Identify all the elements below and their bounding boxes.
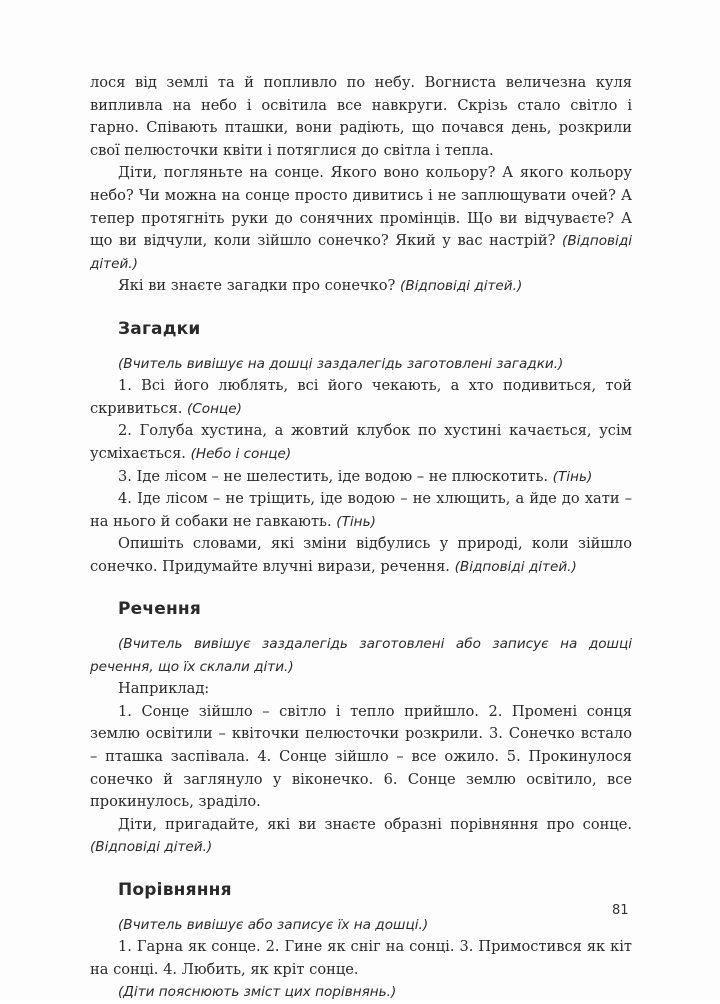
paragraph [90,162,632,275]
answer-note: (Відповіді дітей.) [454,558,577,575]
riddle-text: 3. Іде лісом – не шелестить, іде водою – не плюскотить. [118,467,553,485]
riddle-answer: (Тінь) [336,513,376,530]
riddle-text: 4. Іде лісом – не тріщить, іде водою – не хлющить, а йде до хати – на нього й собаки не гавкають. [90,490,632,530]
paragraph [90,72,632,162]
examples-paragraph [90,701,632,814]
riddle-item [90,466,632,489]
instruction [90,981,632,1004]
example-label-text: Наприклад: [118,680,210,698]
section-heading-riddles: Загадки [118,318,201,339]
paragraph [90,533,632,578]
instruction-text: (Вчитель вивішує заздалегідь заготовлені або записує на дошці речення, що їх склали діти.) [90,636,632,675]
paragraph-text: Опишіть словами, які зміни відбулись у природі, коли зійшло сонечко. Придумайте влучні вирази, речення. [90,535,632,575]
riddle-answer: (Небо і сонце) [190,445,292,462]
riddle-item [90,420,632,465]
example-label [90,678,632,701]
paragraph [90,814,632,859]
comparisons-paragraph [90,936,632,981]
answer-note: (Відповіді дітей.) [400,278,523,295]
paragraph-text: Які ви знаєте загадки про сонечко? [118,277,401,295]
instruction-text: (Вчитель вивішує або записує їх на дошці.) [118,916,429,933]
instruction [90,633,632,678]
instruction [90,353,632,376]
answer-note: (Відповіді дітей.) [90,839,213,856]
section-heading-sentences: Речення [118,599,201,620]
riddle-answer: (Тінь) [552,468,593,485]
paragraph-text: лося від землі та й попливло по небу. Вогниста величезна куля випливла на небо і освітила все навкруги. Скрізь стало світло і гарно. Співають пташки, вони радіють, що почався день, розкрили свої пелюсточки квіти і потяглися до світла і тепла. [90,74,632,159]
riddle-item [90,488,632,533]
paragraph-text: Діти, погляньте на сонце. Якого воно кольору? А якого кольору небо? Чи можна на сонце просто дивитись і не заплющувати очей? А тепер протягніть руки до сонячних промінців. Що ви відчуваєте? А що ви відчули, коли зійшло сонечко? Який у вас настрій? [90,164,632,250]
paragraph [90,275,632,298]
examples-text: 1. Сонце зійшло – світло і тепло прийшло. 2. Промені сонця землю освітили – квіточки пелюсточки розкрили. 3. Сонечко встало – пташка заспівала. 4. Сонце зійшло – все ожило. 5. Прокинулося сонечко й заглянуло у віконечко. 6. Сонце землю освітило, все прокинулось, зраділо. [90,702,632,811]
riddle-answer: (Сонце) [186,400,242,417]
closing-note-text: (Діти пояснюють зміст цих порівнянь.) [118,984,397,1001]
riddle-text: 2. Голуба хустина, а жовтий клубок по хустині качається, усім усміхається. [90,422,632,462]
riddle-item [90,375,632,420]
section-heading-comparisons: Порівняння [118,880,232,900]
riddle-text: 1. Всі його люблять, всі його чекають, а хто подивиться, той скривиться. [90,377,632,417]
page-number: 81 [612,903,629,918]
answer-note: (Відповіді дітей.) [90,233,632,272]
instruction [90,914,632,937]
paragraph-text: Діти, пригадайте, які ви знаєте образні порівняння про сонце. [118,815,632,833]
comparisons-text: 1. Гарна як сонце. 2. Гине як сніг на сонці. 3. Примостився як кіт на сонці. 4. Любить, як кріт сонце. [90,938,632,978]
page-content [90,72,632,1004]
instruction-text: (Вчитель вивішує на дошці заздалегідь заготовлені загадки.) [118,355,564,372]
